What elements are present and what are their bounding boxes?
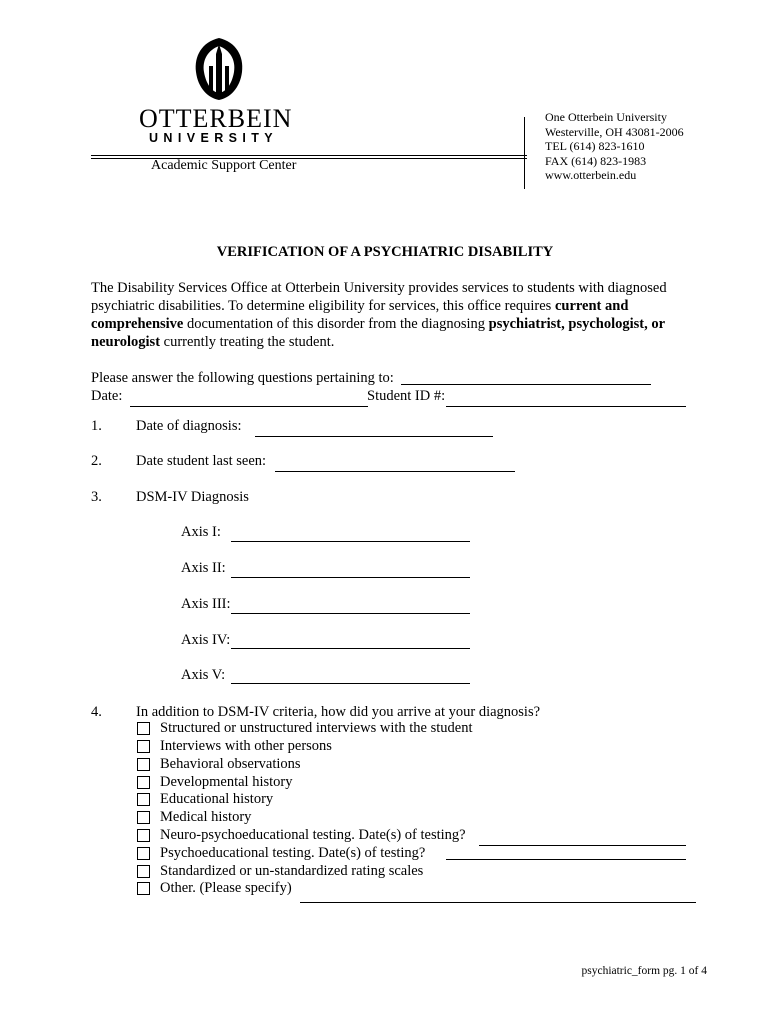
pertaining-input-line[interactable] <box>401 384 651 385</box>
address-line: One Otterbein University <box>545 110 667 124</box>
axis-input-line[interactable] <box>231 541 470 542</box>
header-rule <box>91 155 527 156</box>
student-id-input-line[interactable] <box>446 406 686 407</box>
option-label: Neuro-psychoeducational testing. Date(s) of testing? <box>160 827 466 843</box>
page-footer: psychiatric_form pg. 1 of 4 <box>581 965 707 977</box>
q2-label: Date student last seen: <box>136 453 267 469</box>
question-number: 3. <box>91 489 102 505</box>
option-label: Other. (Please specify) <box>160 880 292 896</box>
q1-input-line[interactable] <box>255 436 493 437</box>
checkbox-psychoeducational-testing[interactable] <box>137 847 150 860</box>
address-line: FAX (614) 823-1983 <box>545 153 647 168</box>
university-subtitle: UNIVERSITY <box>149 131 279 145</box>
checkbox-other[interactable] <box>137 882 150 895</box>
option-label: Medical history <box>160 809 252 825</box>
axis-input-line[interactable] <box>231 648 470 649</box>
other-specify-line[interactable] <box>300 902 696 903</box>
option-label: Developmental history <box>160 774 293 790</box>
checkbox-developmental-history[interactable] <box>137 776 150 789</box>
option-label: Interviews with other persons <box>160 738 332 754</box>
checkbox-educational-history[interactable] <box>137 793 150 806</box>
intro-paragraph: The Disability Services Office at Otterbein University provides services to students with diagnosed psychiatric disabilities. To determine eligibility for services, this office requires current and comprehensive documentation of this disorder from the diagnosing psychiatrist, psychologist, or neurologist currently treating the student. <box>91 280 667 350</box>
q3-label: DSM-IV Diagnosis <box>136 489 249 505</box>
university-name: OTTERBEIN <box>139 104 293 133</box>
psychoeducational-testing-date-line[interactable] <box>446 859 686 860</box>
axis-label: Axis V: <box>181 667 226 683</box>
axis-label: Axis IV: <box>181 632 231 648</box>
form-title: VERIFICATION OF A PSYCHIATRIC DISABILITY <box>216 244 554 260</box>
q4-label: In addition to DSM-IV criteria, how did you arrive at your diagnosis? <box>136 704 541 720</box>
checkbox-interviews-others[interactable] <box>137 740 150 753</box>
address-line: www.otterbein.edu <box>545 168 637 183</box>
neuro-testing-date-line[interactable] <box>479 845 686 846</box>
date-input-line[interactable] <box>130 406 368 407</box>
checkbox-rating-scales[interactable] <box>137 865 150 878</box>
university-logo-emblem <box>190 36 248 102</box>
axis-label: Axis III: <box>181 596 231 612</box>
axis-label: Axis II: <box>181 560 226 576</box>
address-line: Westerville, OH 43081-2006 <box>545 124 684 139</box>
question-number: 2. <box>91 453 102 469</box>
option-label: Standardized or un-standardized rating scales <box>160 863 424 879</box>
q2-input-line[interactable] <box>275 471 515 472</box>
option-label: Behavioral observations <box>160 756 301 772</box>
option-label: Psychoeducational testing. Date(s) of testing? <box>160 845 426 861</box>
address-block <box>545 110 684 183</box>
axis-input-line[interactable] <box>231 683 470 684</box>
checkbox-medical-history[interactable] <box>137 811 150 824</box>
department-name: Academic Support Center <box>151 158 297 173</box>
pertaining-label: Please answer the following questions pertaining to: <box>91 370 394 386</box>
checkbox-interviews-student[interactable] <box>137 722 150 735</box>
axis-input-line[interactable] <box>231 577 470 578</box>
date-label: Date: <box>91 388 123 404</box>
axis-label: Axis I: <box>181 524 221 540</box>
option-label: Educational history <box>160 791 274 807</box>
axis-input-line[interactable] <box>231 613 470 614</box>
question-number: 4. <box>91 704 102 720</box>
header-divider <box>524 117 525 189</box>
student-id-label: Student ID #: <box>367 388 446 404</box>
checkbox-neuro-testing[interactable] <box>137 829 150 842</box>
q1-label: Date of diagnosis: <box>136 418 242 434</box>
option-label: Structured or unstructured interviews with the student <box>160 720 473 736</box>
checkbox-behavioral-observations[interactable] <box>137 758 150 771</box>
address-line: TEL (614) 823-1610 <box>545 139 645 154</box>
question-number: 1. <box>91 418 102 434</box>
